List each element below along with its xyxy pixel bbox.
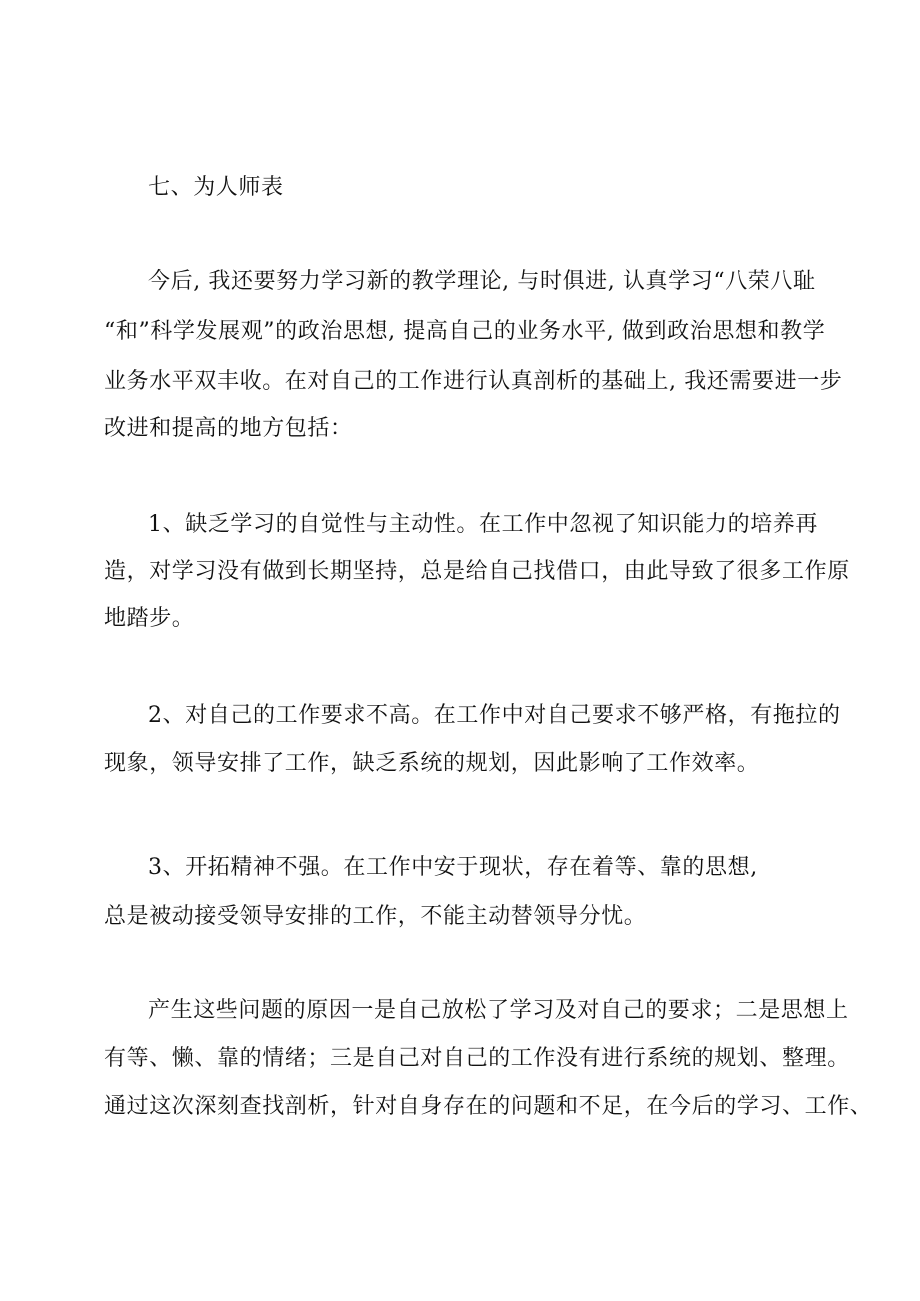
item-3-line-1: 3、开拓精神不强。在工作中安于现状，存在着等、靠的思想, (148, 855, 758, 880)
section-heading: 七、为人师表 (148, 175, 284, 200)
paragraph-1-line-2: “和”科学发展观”的政治思想, 提高自己的业务水平, 做到政治思想和教学 (104, 319, 826, 344)
paragraph-2-line-2: 有等、懒、靠的情绪；三是自己对自己的工作没有进行系统的规划、整理。 (104, 1046, 850, 1071)
item-2-line-1: 2、对自己的工作要求不高。在工作中对自己要求不够严格，有拖拉的 (148, 703, 841, 728)
paragraph-2-line-1: 产生这些问题的原因一是自己放松了学习及对自己的要求；二是思想上 (148, 998, 849, 1023)
paragraph-1-line-1: 今后, 我还要努力学习新的教学理论, 与时俱进, 认真学习“八荣八耻 (148, 269, 816, 294)
paragraph-2-line-3: 通过这次深刻查找剖析，针对自身存在的问题和不足，在今后的学习、工作、 (104, 1094, 873, 1119)
item-1-line-3: 地踏步。 (104, 606, 195, 631)
paragraph-1-line-3: 业务水平双丰收。在对自己的工作进行认真剖析的基础上, 我还需要进一步 (104, 369, 843, 394)
item-3-line-2: 总是被动接受领导安排的工作，不能主动替领导分忧。 (104, 904, 647, 929)
paragraph-1-line-4: 改进和提高的地方包括： (104, 416, 353, 441)
item-1-line-2: 造，对学习没有做到长期坚持，总是给自己找借口，由此导致了很多工作原 (104, 559, 850, 584)
item-2-line-2: 现象，领导安排了工作，缺乏系统的规划，因此影响了工作效率。 (104, 751, 760, 776)
item-1-line-1: 1、缺乏学习的自觉性与主动性。在工作中忽视了知识能力的培养再 (148, 512, 818, 537)
